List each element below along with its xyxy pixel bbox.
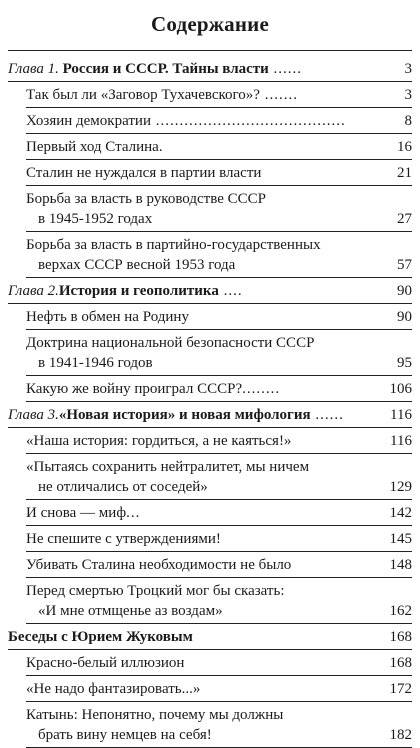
- toc-chapter-prefix: Глава 3.: [8, 407, 59, 423]
- toc-chapter-entry: [8, 402, 412, 428]
- toc-leader-dots: .......: [259, 87, 298, 103]
- toc-section-title: Красно-белый иллюзион: [26, 655, 185, 671]
- toc-section-title: «Не надо фантазировать...»: [26, 681, 201, 697]
- toc-section-title-line2: в 1941-1946 годов: [38, 355, 153, 371]
- toc-page-number: 3: [404, 87, 412, 103]
- toc-section-entry: [26, 454, 412, 500]
- toc-page-number: 116: [390, 407, 412, 423]
- toc-chapter-name: История и геополитика: [58, 283, 219, 299]
- toc-chapter-name: Беседы с Юрием Жуковым: [8, 629, 193, 645]
- toc-section-title-line2: брать вину немцев на себя!: [38, 727, 212, 743]
- toc-section-entry: [26, 526, 412, 552]
- toc-page-number: 3: [404, 61, 412, 77]
- toc-section-entry: [26, 160, 412, 186]
- toc-chapter-entry: [8, 624, 412, 650]
- toc-section-entry: [26, 232, 412, 278]
- toc-section-entry: [26, 702, 412, 748]
- toc-section-title-line1: Доктрина национальной безопасности СССР: [26, 335, 315, 351]
- toc-page-number: 8: [404, 113, 412, 129]
- toc-section-title: И снова — миф...: [26, 505, 141, 521]
- toc-page-number: 182: [389, 727, 412, 743]
- toc-page-number: 95: [397, 355, 412, 371]
- toc-page-number: 116: [390, 433, 412, 449]
- toc-section-entry: [26, 108, 412, 134]
- toc-section-title-line2: в 1945-1952 годах: [38, 211, 153, 227]
- toc-page-number: 168: [389, 655, 412, 671]
- toc-page-number: 90: [397, 309, 412, 325]
- toc-chapter-title: [8, 627, 390, 647]
- toc-chapter-prefix: Глава 1.: [8, 61, 59, 77]
- toc-section-title: Убивать Сталина необходимости не было: [26, 557, 292, 573]
- toc-page-number: 172: [389, 681, 412, 697]
- toc-leader-dots: ......: [310, 407, 344, 423]
- toc-chapter-title: [8, 281, 397, 301]
- toc-leader-dots: ......: [268, 61, 303, 77]
- toc-page-number: 168: [389, 629, 412, 645]
- toc-section-title-line1: Борьба за власть в партийно-государственных: [26, 237, 321, 253]
- toc-chapter-name: Россия и СССР. Тайны власти: [58, 61, 269, 77]
- toc-section-entry: [26, 552, 412, 578]
- toc-section-title: Так был ли «Заговор Тухачевского»? .......: [26, 87, 298, 103]
- toc-chapter-entry: [8, 56, 412, 82]
- toc-section-entry: [26, 82, 412, 108]
- toc-section-title: Нефть в обмен на Родину: [26, 309, 189, 325]
- toc-section-title-line2: «И мне отмщенье аз воздам»: [38, 603, 223, 619]
- toc-section-title-line2: верхах СССР весной 1953 года: [38, 257, 236, 273]
- toc-section-title-line1: Катынь: Непонятно, почему мы должны: [26, 707, 284, 723]
- toc-section-entry: [26, 578, 412, 624]
- toc-chapter-name: «Новая история» и новая мифология: [58, 407, 311, 423]
- toc-section-title: Сталин не нуждался в партии власти: [26, 165, 262, 181]
- toc-section-entry: [26, 330, 412, 376]
- toc-section-title-line1: Борьба за власть в руководстве СССР: [26, 191, 266, 207]
- table-of-contents: [8, 56, 412, 748]
- toc-section-title: Первый ход Сталина.: [26, 139, 164, 155]
- toc-chapter-entry: [8, 278, 412, 304]
- toc-section-entry: [26, 428, 412, 454]
- toc-page-number: 162: [389, 603, 412, 619]
- toc-leader-dots: ...: [126, 505, 141, 521]
- toc-page-number: 148: [389, 557, 412, 573]
- toc-section-entry: [26, 304, 412, 330]
- toc-section-entry: [26, 650, 412, 676]
- toc-leader-dots: ........................................: [150, 113, 346, 129]
- toc-chapter-title: [8, 405, 390, 425]
- toc-section-title: Не спешите с утверждениями!: [26, 531, 221, 547]
- toc-section-entry: [26, 186, 412, 232]
- toc-page-number: 90: [397, 283, 412, 299]
- toc-section-title-line1: Перед смертью Троцкий мог бы сказать:: [26, 583, 285, 599]
- toc-leader-dots: .: [158, 139, 164, 155]
- toc-section-title: «Наша история: гордиться, а не каяться!»: [26, 433, 292, 449]
- toc-leader-dots: ....: [218, 283, 243, 299]
- toc-page-number: 21: [397, 165, 412, 181]
- toc-page-number: 57: [397, 257, 412, 273]
- page-title: Содержание: [151, 12, 269, 36]
- title-rule: [8, 50, 412, 51]
- toc-section-entry: [26, 500, 412, 526]
- toc-section-title-line2: не отличались от соседей»: [38, 479, 208, 495]
- toc-page-number: 16: [397, 139, 412, 155]
- toc-leader-dots: ........: [242, 381, 281, 397]
- toc-chapter-title: [8, 59, 405, 79]
- toc-section-entry: [26, 676, 412, 702]
- toc-section-title: Хозяин демократии ........................................: [26, 113, 346, 129]
- toc-page-number: 106: [389, 381, 412, 397]
- toc-page-number: 27: [397, 211, 412, 227]
- toc-page-number: 142: [389, 505, 412, 521]
- toc-section-entry: [26, 376, 412, 402]
- toc-section-title-line1: «Пытаясь сохранить нейтралитет, мы ничем: [26, 459, 310, 475]
- toc-section-title: Какую же войну проиграл СССР?........: [26, 381, 281, 397]
- toc-chapter-prefix: Глава 2.: [8, 283, 59, 299]
- toc-page-number: 129: [389, 479, 412, 495]
- toc-page-number: 145: [389, 531, 412, 547]
- toc-section-entry: [26, 134, 412, 160]
